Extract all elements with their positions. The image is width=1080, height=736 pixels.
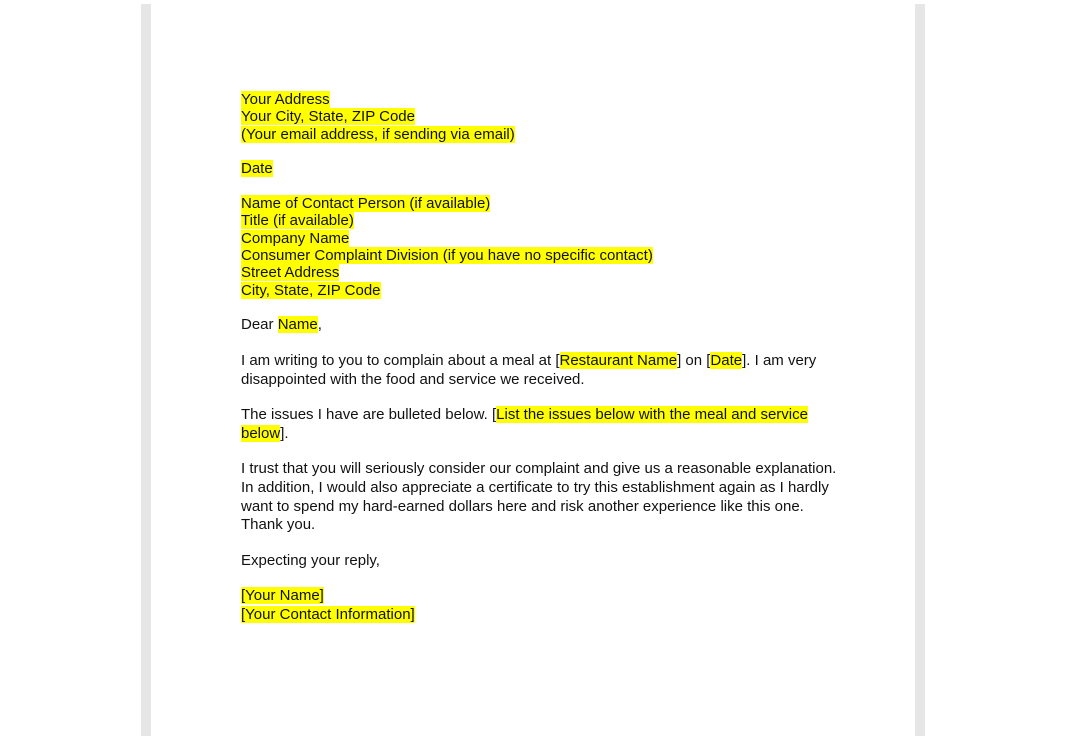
date-block (241, 160, 841, 177)
paragraph-issues (241, 406, 841, 443)
recipient-city-state-zip: City, State, ZIP Code (241, 281, 381, 299)
signature-contact-placeholder: [Your Contact Information] (241, 606, 415, 623)
sender-email: (Your email address, if sending via email) (241, 125, 515, 143)
sender-city-state-zip: Your City, State, ZIP Code (241, 108, 415, 126)
salutation-prefix: Dear (241, 316, 278, 334)
page-right-edge (915, 4, 925, 736)
recipient-contact-person: Name of Contact Person (if available) (241, 195, 491, 213)
recipient-block (241, 195, 841, 299)
letter-date: Date (241, 160, 273, 178)
para2-text1: The issues I have are bulleted below. [ (241, 406, 497, 424)
letter-body (241, 91, 841, 625)
signature-block (241, 587, 841, 624)
para1-text2: ] on [ (677, 352, 711, 370)
salutation (241, 316, 841, 335)
recipient-company: Company Name (241, 229, 350, 247)
issues-instruction-placeholder: List the issues below with the meal and service below (241, 406, 808, 442)
signature-name-placeholder: [Your Name] (241, 587, 324, 605)
page-left-edge (141, 4, 151, 736)
para1-text1: I am writing to you to complain about a meal at [ (241, 352, 560, 370)
paragraph-request: I trust that you will seriously consider our complaint and give us a reasonable explanation. In addition, I would also appreciate a certificate to try this establishment again as I hardly want to spend my hard-earned dollars here and risk another experience like this one. Thank you. (241, 460, 837, 534)
recipient-division: Consumer Complaint Division (if you have no specific contact) (241, 247, 653, 265)
restaurant-name-placeholder: Restaurant Name (559, 352, 678, 370)
salutation-name: Name (277, 316, 318, 334)
recipient-street: Street Address (241, 264, 340, 282)
sender-address: Your Address (241, 91, 330, 108)
closing: Expecting your reply, (241, 551, 380, 569)
sender-block (241, 91, 841, 143)
paragraph-complaint (241, 352, 841, 389)
visit-date-placeholder: Date (710, 352, 743, 370)
salutation-suffix: , (317, 316, 322, 334)
recipient-title: Title (if available) (241, 212, 354, 230)
para1-text3: ]. I am very disappointed with the food and service we received. (241, 352, 817, 388)
para2-text2: ]. (280, 424, 289, 442)
